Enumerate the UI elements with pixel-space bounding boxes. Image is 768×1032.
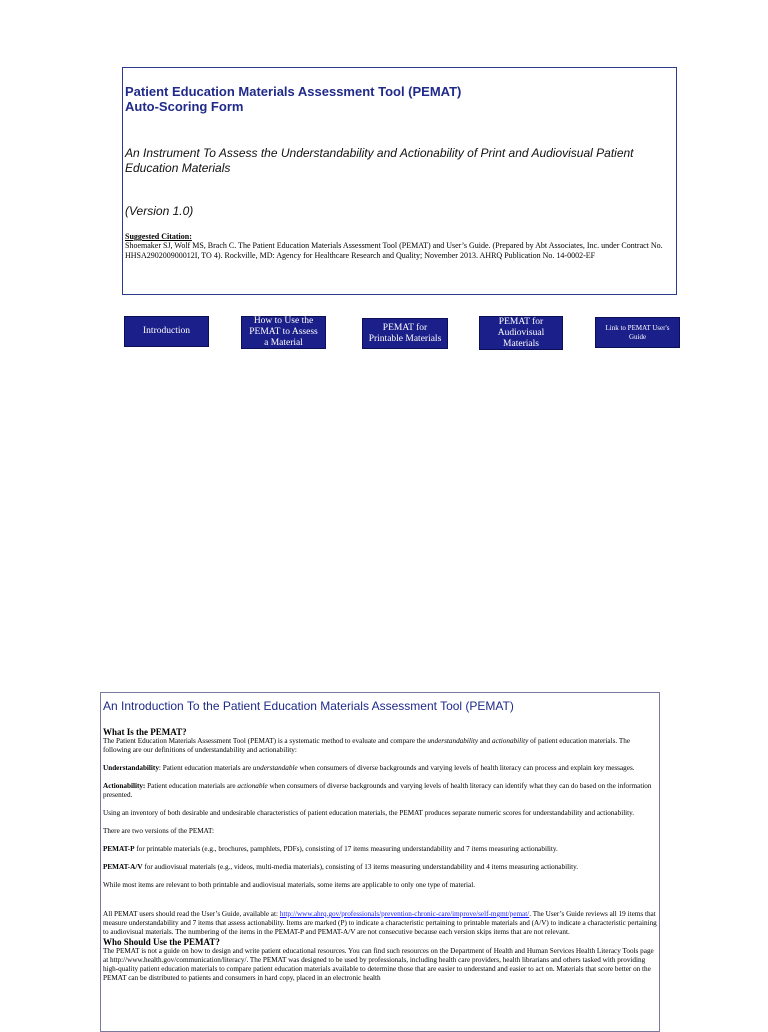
intro-paragraph: The Patient Education Materials Assessment Tool (PEMAT) is a systematic method to evaluate and compare the understandability and actionability of patient education materials. The following are our definitions of understandability and actionability: <box>103 737 631 754</box>
audiovisual-materials-button[interactable]: PEMAT for Audiovisual Materials <box>479 316 563 350</box>
title-line-2: Auto-Scoring Form <box>125 99 244 114</box>
users-guide-url-link[interactable]: http://www.ahrq.gov/professionals/prevention-chronic-care/improve/self-mgmt/pemat/ <box>279 910 530 918</box>
two-versions-paragraph: There are two versions of the PEMAT: <box>103 827 215 835</box>
users-guide-link-button[interactable]: Link to PEMAT User's Guide <box>595 317 680 348</box>
who-should-use-heading: Who Should Use the PEMAT? <box>103 937 220 947</box>
title-line-1: Patient Education Materials Assessment Tool (PEMAT) <box>125 84 462 99</box>
introduction-section <box>100 692 660 1032</box>
intro-title: An Introduction To the Patient Education Materials Assessment Tool (PEMAT) <box>103 699 514 713</box>
inventory-paragraph: Using an inventory of both desirable and undesirable characteristics of patient education materials, the PEMAT produces separate numeric scores for understandability and actionability. <box>103 809 635 817</box>
printable-materials-button[interactable]: PEMAT for Printable Materials <box>362 318 448 349</box>
how-to-use-button[interactable]: How to Use the PEMAT to Assess a Material <box>241 316 326 349</box>
what-is-heading: What Is the PEMAT? <box>103 727 187 737</box>
citation-text: Shoemaker SJ, Wolf MS, Brach C. The Patient Education Materials Assessment Tool (PEMAT) and User’s Guide. (Prepared by Abt Associates, Inc. under Contract No. HHSA290200900012I, TO 4). Rockville, MD: Agency for Healthcare Research and Quality; November 2013. AHRQ Publication No. 14-0002-EF <box>125 241 663 260</box>
who-paragraph: The PEMAT is not a guide on how to design and write patient educational resources. You can find such resources on the Department of Health and Human Services Health Literacy Tools page at http://www.health.gov/communication/literacy/. The PEMAT was designed to be used by professionals, including health care providers, health librarians and others tasked with providing high-quality patient education materials to compare patient education materials available to determine those that are easier to understand and easier to act on. Materials that score better on the PEMAT can be distributed to patients and consumers in hard copy, placed in an electronic health <box>103 947 654 982</box>
understandability-definition: Understandability: Patient education materials are understandable when consumers of diverse backgrounds and varying levels of health literacy can process and explain key messages. <box>103 764 635 772</box>
users-guide-paragraph: All PEMAT users should read the User’s Guide, available at: http://www.ahrq.gov/professionals/prevention-chronic-care/improve/self-mgmt/pemat/. The User’s Guide reviews all 19 items that measure understandability and 7 items that assess actionability. Items are marked (P) to indicate a characteristic pertaining to printable materials and (A/V) to indicate a characteristic pertaining to audiovisual materials. The numbering of the items in the PEMAT-P and PEMAT-A/V are not consecutive because each version skips items that are not relevant. <box>103 910 657 936</box>
subtitle: An Instrument To Assess the Understandability and Actionability of Print and Audiovisual Patient Education Materials <box>125 146 634 175</box>
pemat-av-description: PEMAT-A/V for audiovisual materials (e.g., videos, multi-media materials), consisting of 13 items measuring understandability and 4 items measuring actionability. <box>103 863 579 871</box>
page-title <box>125 84 674 114</box>
actionability-definition: Actionability: Patient education materials are actionable when consumers of diverse backgrounds and varying levels of health literacy can identify what they can do based on the information presented. <box>103 782 652 799</box>
citation-label: Suggested Citation: <box>125 232 192 241</box>
introduction-button[interactable]: Introduction <box>124 316 209 347</box>
relevance-paragraph: While most items are relevant to both printable and audiovisual materials, some items are applicable to only one type of material. <box>103 881 476 889</box>
title-box <box>122 67 677 295</box>
version-label: (Version 1.0) <box>125 204 194 218</box>
pemat-p-description: PEMAT-P for printable materials (e.g., brochures, pamphlets, PDFs), consisting of 17 items measuring understandability and 7 items measuring actionability. <box>103 845 558 853</box>
